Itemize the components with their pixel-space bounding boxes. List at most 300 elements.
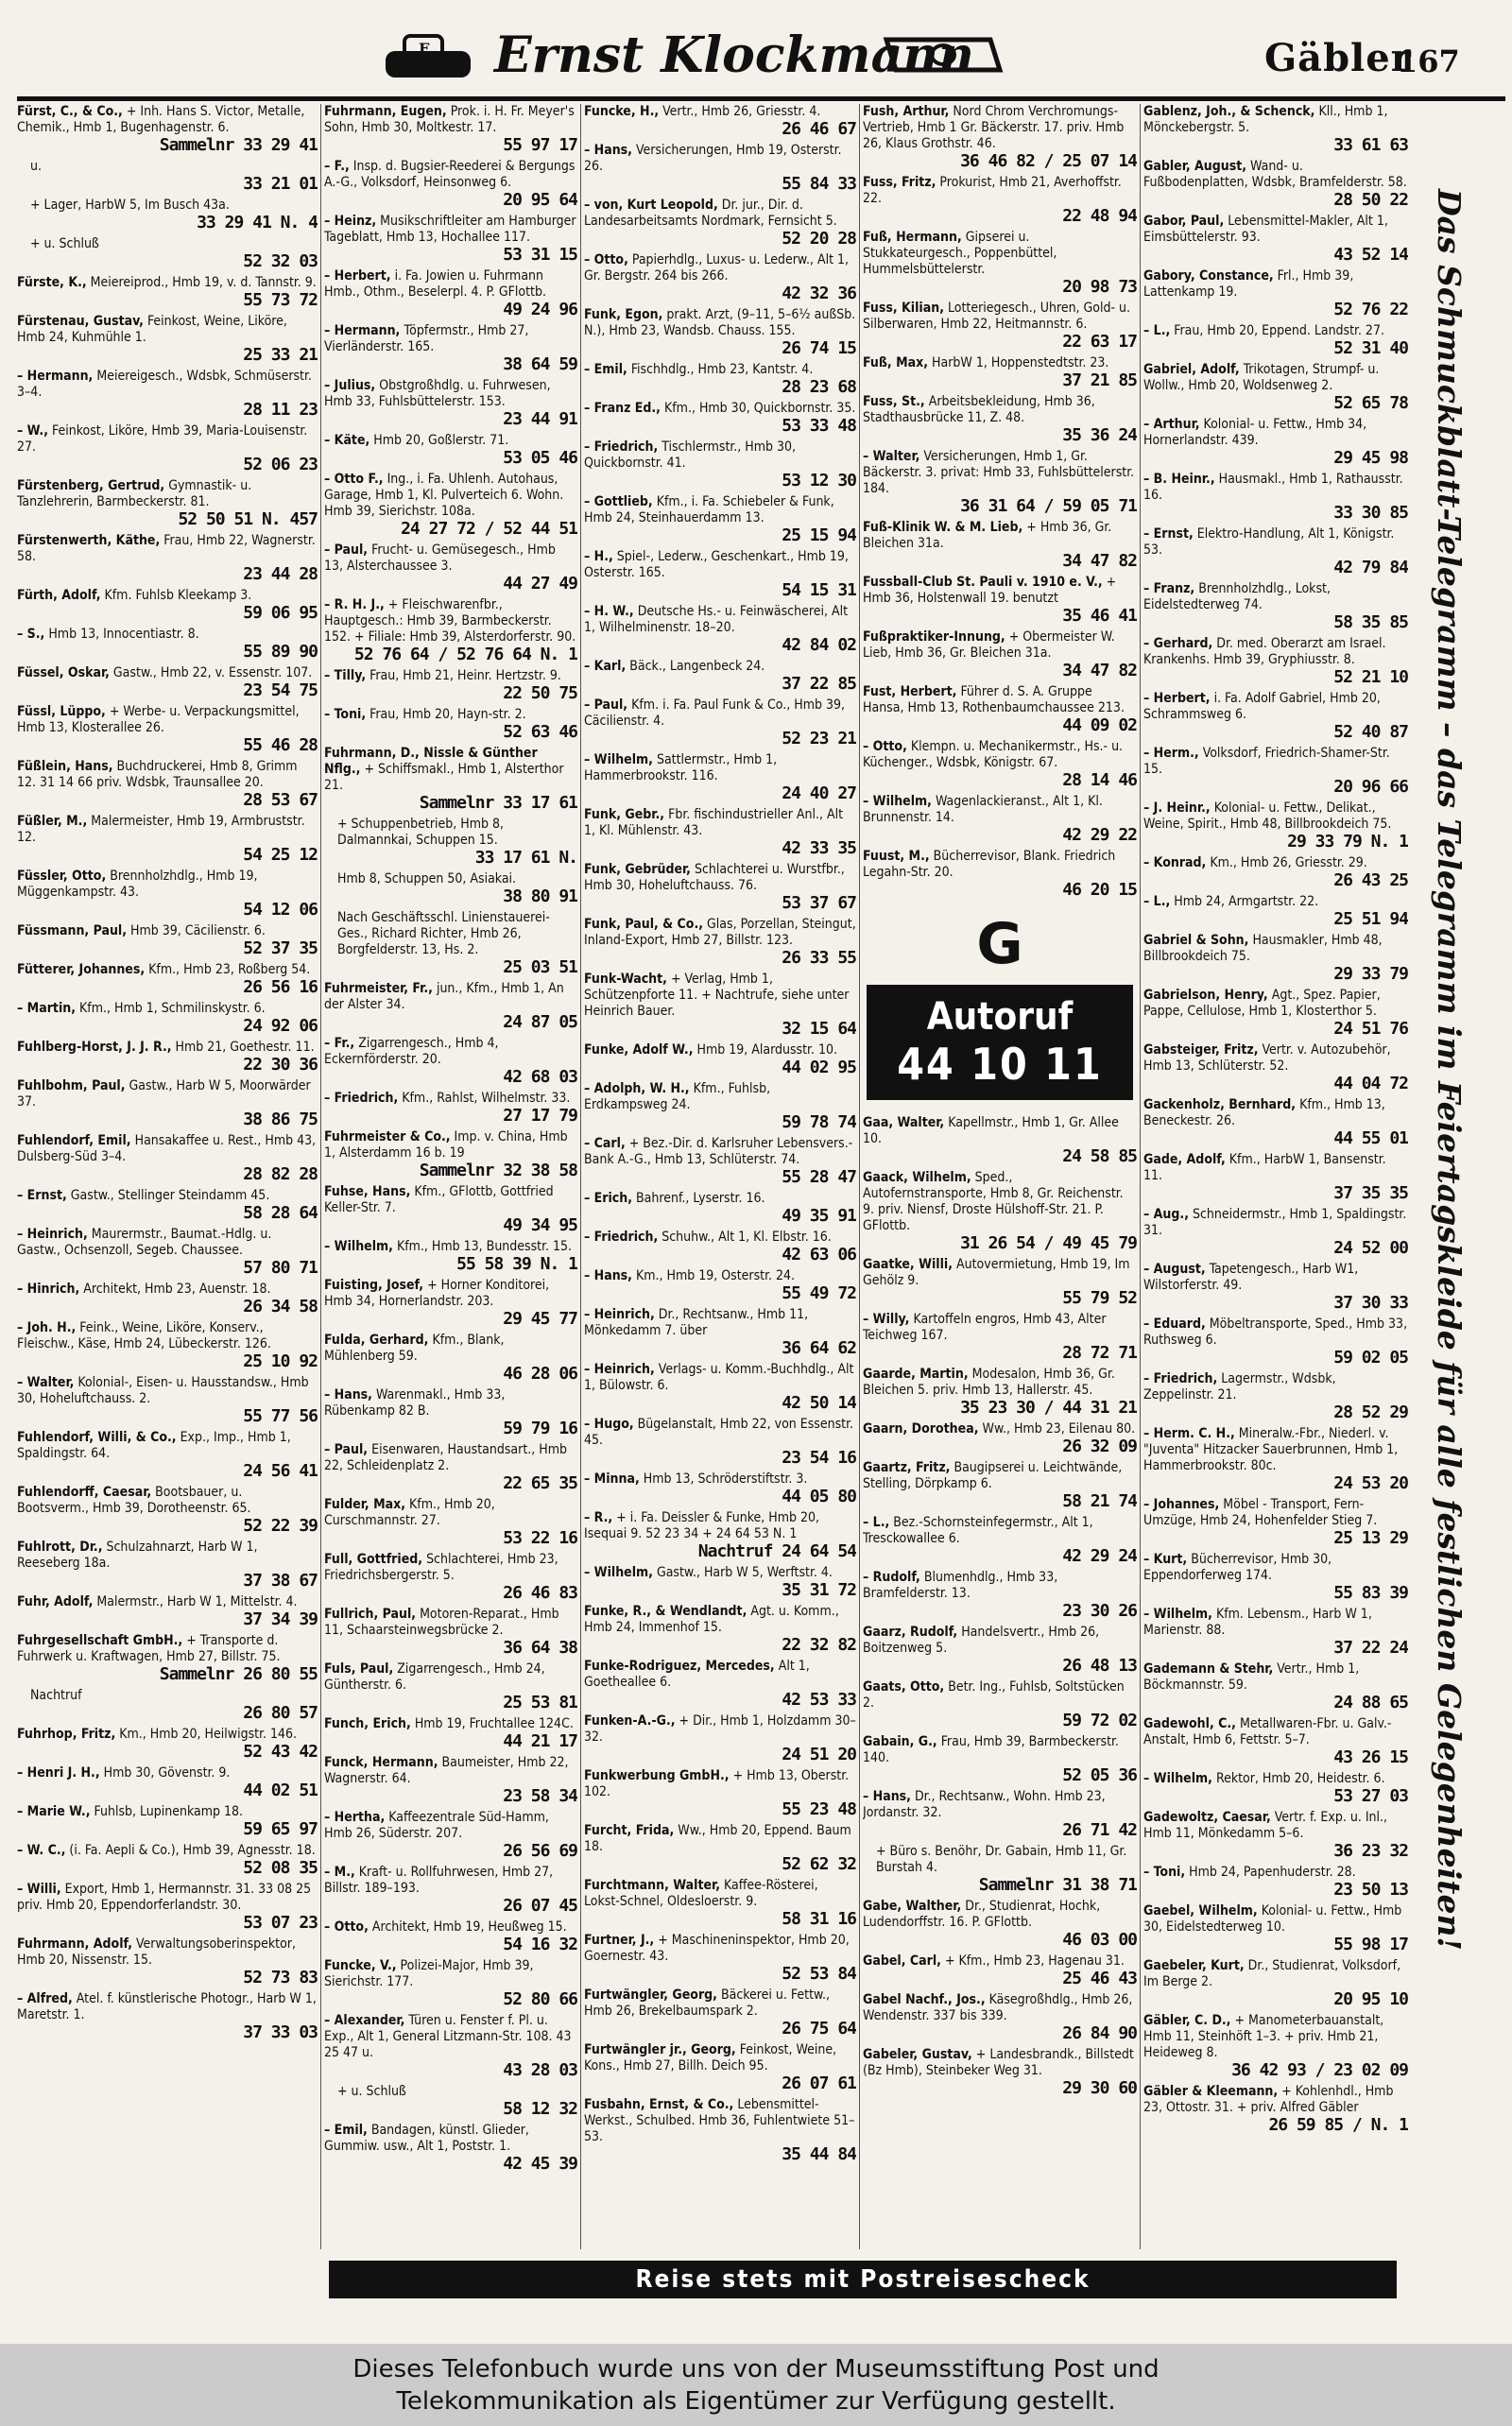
entry-phone-number: 34 47 82 [1062, 661, 1137, 680]
entry-details: Schneidermstr., Hmb 1, Spaldingstr. 31. [1143, 1207, 1407, 1238]
entry-phone-number: 54 12 06 [243, 900, 318, 920]
entry-name: Gablenz, Joh., & Schenck, [1143, 104, 1315, 119]
entry-details: Baugipserei u. Leichtwände, Stelling, Dörpkamp 6. [863, 1460, 1123, 1491]
museum-note-line-2: Telekommunikation als Eigentümer zur Verfügung gestellt. [396, 2387, 1116, 2416]
entry-phone-number: 44 04 72 [1333, 1074, 1408, 1093]
directory-entry [17, 1227, 318, 1278]
directory-entry [324, 1607, 577, 1658]
page-name: Gäbler [1264, 36, 1412, 80]
directory-entry [584, 198, 856, 249]
entry-phone-number: 52 80 66 [503, 1989, 577, 2009]
directory-entry [863, 575, 1137, 626]
directory-entry [1143, 159, 1408, 210]
entry-name: – Hans, [584, 1268, 632, 1283]
entry-phone-number: 35 44 84 [782, 2144, 856, 2164]
directory-entry [17, 759, 318, 810]
entry-phone-number: 25 33 21 [243, 345, 318, 365]
entry-name: Funken-A.-G., [584, 1713, 676, 1729]
entry-details: Lebensmittel-Werkst., Schulbed. Hmb 36, Fuhlentwiete 51–53. [584, 2097, 855, 2144]
entry-details: Sattlermstr., Hmb 1, Hammerbrookstr. 116. [584, 752, 778, 783]
entry-details: Agt., Spez. Papier, Pappe, Cellulose, Hmb 1, Klosterthor 5. [1143, 988, 1381, 1019]
entry-name: – Franz Ed., [584, 401, 661, 416]
directory-entry [17, 1804, 318, 1839]
directory-entry [584, 362, 856, 397]
entry-phone-number: 35 31 72 [782, 1580, 856, 1600]
entry-details: Kfm., Hmb 30, Quickbornstr. 35. [663, 401, 856, 416]
entry-name: – Toni, [324, 707, 367, 722]
entry-name: Fuss, Fritz, [863, 175, 936, 190]
directory-entry [863, 1115, 1137, 1166]
entry-name: – Hans, [584, 143, 632, 158]
entry-details: Malermeister, Hmb 19, Armbruststr. 12. [17, 814, 305, 845]
entry-name: Fulda, Gerhard, [324, 1333, 429, 1348]
entry-phone-number: 29 33 79 [1333, 964, 1408, 984]
entry-name: Füssl, Lüppo, [17, 704, 106, 719]
directory-entry [1143, 636, 1408, 687]
entry-phone-number: 25 51 94 [1333, 909, 1408, 929]
entry-phone-number: 59 72 02 [1062, 1711, 1137, 1730]
directory-entry [1143, 1716, 1408, 1767]
directory-entry [1143, 1097, 1408, 1148]
entry-details: Hmb 20, Goßlerstr. 71. [373, 433, 509, 448]
directory-entry [584, 494, 856, 545]
entry-details: Bücherrevisor, Blank. Friedrich Legahn-Str. 20. [863, 849, 1116, 880]
entry-phone-number: 37 38 67 [243, 1571, 318, 1591]
section-letter-g: G [976, 911, 1023, 977]
directory-entry [1143, 1207, 1408, 1258]
entry-name: – Hinrich, [17, 1282, 80, 1297]
directory-entry [863, 1421, 1137, 1456]
directory-entry [324, 597, 577, 664]
entry-details: jun., Kfm., Hmb 1, An der Alster 34. [324, 981, 564, 1012]
entry-phone-number: 42 79 84 [1333, 558, 1408, 577]
entry-details: Hausmakl., Hmb 1, Rathausstr. 16. [1143, 472, 1403, 503]
entry-details: Gastw., Harb W 5, Werftstr. 4. [656, 1565, 833, 1580]
directory-entry [1143, 2013, 1408, 2080]
entry-details: Brennholzhdlg., Hmb 19, Müggenkampstr. 43. [17, 869, 258, 900]
entry-name: Fürstenberg, Gertrud, [17, 478, 165, 493]
directory-entry [324, 1184, 577, 1235]
entry-details: Alt 1, Goetheallee 6. [584, 1659, 810, 1690]
entry-phone-number: 53 22 16 [503, 1528, 577, 1548]
entry-details: Kfm. i. Fa. Paul Funk & Co., Hmb 39, Cäcilienstr. 4. [584, 697, 845, 729]
directory-entry [324, 1958, 577, 2009]
entry-details: Hmb 19, Alardusstr. 10. [696, 1042, 837, 1058]
entry-phone-number: 59 78 74 [782, 1112, 856, 1132]
entry-name: – Gottlieb, [584, 494, 653, 509]
directory-entry [584, 1510, 856, 1561]
entry-name: – Johannes, [1143, 1497, 1220, 1512]
entry-phone-number: 27 17 79 [503, 1106, 577, 1126]
museum-note-line-1: Dieses Telefonbuch wurde uns von der Museumsstiftung Post und [352, 2355, 1160, 2383]
entry-name: – Ernst, [17, 1188, 67, 1203]
entry-details: Dr. jur., Dir. d. Landesarbeitsamts Nordmark, Fernsicht 5. [584, 198, 837, 229]
entry-details: Blumenhdlg., Hmb 33, Bramfelderstr. 13. [863, 1570, 1058, 1601]
entry-name: – Julius, [324, 378, 376, 393]
directory-entry [584, 1268, 856, 1303]
directory-entry [324, 104, 577, 155]
entry-name: Gaa, Walter, [863, 1115, 945, 1130]
entry-details: Feinkost, Weine, Kons., Hmb 27, Billh. Deich 95. [584, 2042, 837, 2073]
entry-phone-number: 55 89 90 [243, 642, 318, 662]
entry-phone-number: 52 22 39 [243, 1516, 318, 1536]
entry-details: + Manometerbauanstalt, Hmb 11, Steinhöft 1–3. + priv. Hmb 21, Heideweg 8. [1143, 2013, 1384, 2060]
directory-entry [584, 1565, 856, 1600]
entry-name: – S., [17, 627, 45, 642]
entry-details: Maurermstr., Baumat.-Hdlg. u. Gastw., Ochsenzoll, Segeb. Chaussee. [17, 1227, 272, 1258]
directory-entry [1143, 1958, 1408, 2009]
entry-details: Kfm., Hmb 20, Curschmannstr. 27. [324, 1497, 495, 1528]
entry-phone-number: 58 12 32 [503, 2099, 577, 2119]
directory-entry [1143, 855, 1408, 890]
directory-entry [1143, 362, 1408, 413]
entry-name: – W. C., [17, 1843, 66, 1858]
entry-phone-number: 24 88 65 [1333, 1693, 1408, 1712]
entry-name: Fulder, Max, [324, 1497, 406, 1512]
entry-phone-number: Sammelnr 33 29 41 [159, 135, 318, 155]
entry-name: Furtwängler, Georg, [584, 1987, 717, 2003]
entry-details: Sped., Autofernstransporte, Hmb 8, Gr. Reichenstr. 9. priv. Niensf, Droste Hülshoff-Str. 21. P. GFlottb. [863, 1170, 1124, 1233]
entry-phone-number: Sammelnr 26 80 55 [159, 1664, 318, 1684]
directory-entry [584, 439, 856, 490]
directory-entry [324, 323, 577, 374]
directory-entry [1143, 1262, 1408, 1313]
entry-name: – Hans, [863, 1789, 911, 1804]
column-3 [584, 104, 856, 2249]
directory-entry [584, 1307, 856, 1358]
entry-details: Papierhdlg., Luxus- u. Lederw., Alt 1, Gr. Bergstr. 264 bis 266. [584, 252, 850, 284]
directory-entry [863, 2047, 1137, 2098]
column-2 [324, 104, 577, 2249]
entry-details: + Fleischwarenfbr., Hauptgesch.: Hmb 39, Barmbeckerstr. 152. + Filiale: Hmb 39, Alsterdorferstr. 90. [324, 597, 576, 645]
entry-phone-number: 52 53 84 [782, 1964, 856, 1984]
entry-details: Kll., Hmb 1, Mönckebergstr. 5. [1143, 104, 1388, 135]
directory-entry [1143, 214, 1408, 265]
directory-entry [863, 394, 1137, 445]
entry-details: Fischhdlg., Hmb 23, Kantstr. 4. [630, 362, 814, 377]
entry-name: Funk, Egon, [584, 307, 663, 322]
directory-entry [324, 2013, 577, 2080]
directory-entry [584, 549, 856, 600]
directory-entry [863, 230, 1137, 297]
entry-phone-number: 36 42 93 / 23 02 09 [1231, 2060, 1408, 2080]
entry-details: + Schiffsmakl., Hmb 1, Alsterthor 21. [324, 762, 564, 793]
entry-details: + Werbe- u. Verpackungsmittel, Hmb 13, Klosterallee 26. [17, 704, 300, 735]
entry-phone-number: 37 35 35 [1333, 1183, 1408, 1203]
entry-name: – Otto F., [324, 472, 384, 487]
entry-name: Furtner, J., [584, 1933, 655, 1948]
entry-details: Deutsche Hs.- u. Feinwäscherei, Alt 1, Wilhelminenstr. 18–20. [584, 604, 849, 635]
entry-name: Funke, Adolf W., [584, 1042, 694, 1058]
directory-entry [17, 588, 318, 623]
entry-phone-number: 36 64 38 [503, 1638, 577, 1658]
entry-details: + u. Schluß [30, 236, 99, 251]
entry-name: – Toni, [1143, 1865, 1186, 1880]
directory-entry [863, 849, 1137, 900]
entry-phone-number: 33 21 01 [243, 174, 318, 194]
entry-details: Kartoffeln engros, Hmb 43, Alter Teichweg 167. [863, 1312, 1107, 1343]
entry-phone-number: 43 26 15 [1333, 1747, 1408, 1767]
entry-phone-number: 42 33 35 [782, 838, 856, 858]
entry-details: Bahrenf., Lyserstr. 16. [636, 1191, 765, 1206]
entry-name: – F., [324, 159, 350, 174]
entry-phone-number: 49 24 96 [503, 300, 577, 319]
directory-entry [1143, 526, 1408, 577]
entry-name: Fuhrmann, Adolf, [17, 1936, 133, 1952]
entry-name: Funch, Erich, [324, 1716, 411, 1731]
entry-details: Wagenlackieranst., Alt 1, Kl. Brunnenstr. 14. [863, 794, 1103, 825]
directory-entry [17, 369, 318, 420]
entry-phone-number: 24 56 41 [243, 1461, 318, 1481]
directory-entry [863, 1789, 1137, 1840]
entry-details: + u. Schluß [337, 2084, 406, 2099]
entry-phone-number: 24 58 85 [1062, 1146, 1137, 1166]
directory-entry [17, 1188, 318, 1223]
directory-entry [17, 627, 318, 662]
entry-details: Hmb 13, Innocentiastr. 8. [48, 627, 199, 642]
directory-entry [324, 746, 577, 813]
entry-details: Käsegroßhdlg., Hmb 26, Wendenstr. 337 bis 339. [863, 1992, 1133, 2023]
entry-name: – Herm. C. H., [1143, 1426, 1235, 1441]
directory-entry [863, 739, 1137, 790]
entry-name: Fuhlendorf, Willi, & Co., [17, 1430, 177, 1445]
entry-name: Fürste, K., [17, 275, 87, 290]
svg-text:E: E [419, 40, 431, 58]
entry-phone-number: 55 58 39 N. 1 [456, 1254, 577, 1274]
directory-entry [1143, 1865, 1408, 1900]
directory-entry [584, 307, 856, 358]
entry-name: Gaarn, Dorothea, [863, 1421, 979, 1437]
directory-entry [324, 1497, 577, 1548]
entry-name: – R. H. J., [324, 597, 385, 612]
entry-name: Fürstenwerth, Käthe, [17, 533, 161, 548]
entry-name: – Erich, [584, 1191, 633, 1206]
entry-name: Gaack, Wilhelm, [863, 1170, 971, 1185]
entry-name: – L., [1143, 894, 1171, 909]
entry-details: Kfm. Lebensm., Harb W 1, Marienstr. 88. [1143, 1607, 1372, 1638]
entry-details: Hmb 21, Goethestr. 11. [175, 1040, 315, 1055]
entry-details: Polizei-Major, Hmb 39, Sierichstr. 177. [324, 1958, 534, 1989]
entry-phone-number: 36 31 64 / 59 05 71 [960, 496, 1137, 516]
entry-name: Fuß, Hermann, [863, 230, 962, 245]
entry-details: + Kohlenhdl., Hmb 23, Ottostr. 31. + priv. Alfred Gäbler [1143, 2084, 1394, 2115]
directory-entry [17, 1594, 318, 1629]
entry-phone-number: 24 51 76 [1333, 1019, 1408, 1039]
entry-phone-number: 23 50 13 [1333, 1880, 1408, 1900]
entry-name: Fürstenau, Gustav, [17, 314, 144, 329]
entry-name: – Alfred, [17, 1991, 73, 2006]
entry-phone-number: 55 28 47 [782, 1167, 856, 1187]
entry-name: Gabriel & Sohn, [1143, 933, 1249, 948]
entry-details: Feinkost, Liköre, Hmb 39, Maria-Louisenstr. 27. [17, 423, 308, 455]
entry-name: – Tilly, [324, 668, 367, 683]
entry-details: Führer d. S. A. Gruppe Hansa, Hmb 13, Rothenbaumchaussee 213. [863, 684, 1125, 715]
entry-name: Füßler, M., [17, 814, 88, 829]
entry-name: – Hertha, [324, 1810, 386, 1825]
directory-entry [324, 2084, 577, 2119]
directory-entry [863, 794, 1137, 845]
entry-phone-number: 22 63 17 [1062, 332, 1137, 352]
entry-name: – Otto, [863, 739, 907, 754]
entry-name: Funk, Gebrüder, [584, 862, 691, 877]
entry-name: Gabler, August, [1143, 159, 1247, 174]
directory-entry [324, 1333, 577, 1384]
entry-phone-number: 58 35 85 [1333, 612, 1408, 632]
entry-name: – Paul, [324, 1442, 369, 1457]
entry-phone-number: 52 43 42 [243, 1742, 318, 1762]
directory-entry [584, 1042, 856, 1077]
entry-phone-number: 22 50 75 [503, 683, 577, 703]
directory-entry [863, 1515, 1137, 1566]
entry-phone-number: 26 48 13 [1062, 1656, 1137, 1676]
entry-details: Schuhw., Alt 1, Kl. Elbstr. 16. [662, 1230, 832, 1245]
entry-details: Töpfermstr., Hmb 27, Vierländerstr. 165. [324, 323, 529, 354]
entry-phone-number: 26 84 90 [1062, 2023, 1137, 2043]
directory-entry [17, 1991, 318, 2042]
directory-entry [1143, 472, 1408, 523]
entry-phone-number: 46 03 00 [1062, 1930, 1137, 1950]
entry-phone-number: 22 48 94 [1062, 206, 1137, 226]
entry-phone-number: 20 98 73 [1062, 277, 1137, 297]
entry-phone-number: 25 03 51 [503, 957, 577, 977]
entry-details: Ing., i. Fa. Uhlenh. Autohaus, Garage, Hmb 1, Kl. Pulverteich 6. Wohn. Hmb 39, Sierichstr. 108a. [324, 472, 564, 519]
entry-name: Fuls, Paul, [324, 1661, 394, 1677]
entry-name: – Wilhelm, [1143, 1607, 1212, 1622]
entry-phone-number: 23 44 28 [243, 564, 318, 584]
entry-name: Gade, Adolf, [1143, 1152, 1226, 1167]
directory-entry [584, 1878, 856, 1929]
directory-entry [584, 1191, 856, 1226]
entry-name: – Adolph, W. H., [584, 1081, 690, 1096]
entry-details: Ww., Hmb 20, Eppend. Baum 18. [584, 1823, 851, 1854]
column-divider [859, 104, 860, 2249]
entry-phone-number: 53 33 48 [782, 416, 856, 436]
directory-entry [324, 1865, 577, 1916]
entry-phone-number: 55 83 39 [1333, 1583, 1408, 1603]
directory-entry [17, 275, 318, 310]
entry-phone-number: 37 34 39 [243, 1609, 318, 1629]
entry-name: Fuhlberg-Horst, J. J. R., [17, 1040, 172, 1055]
entry-name: – M., [324, 1865, 355, 1880]
directory-entry [17, 533, 318, 584]
entry-name: Füssler, Otto, [17, 869, 107, 884]
directory-entry [17, 1882, 318, 1933]
directory-entry [324, 871, 577, 906]
entry-name: – Herbert, [324, 268, 391, 284]
directory-entry [324, 1036, 577, 1087]
entry-details: Metallwaren-Fbr. u. Galv.-Anstalt, Hmb 6, Fettstr. 5–7. [1143, 1716, 1392, 1747]
entry-phone-number: 55 73 72 [243, 290, 318, 310]
entry-details: Kfm., Blank, Mühlenberg 59. [324, 1333, 505, 1364]
entry-details: Volksdorf, Friedrich-Shamer-Str. 15. [1143, 746, 1390, 777]
entry-name: Fuhse, Hans, [324, 1184, 411, 1199]
entry-phone-number: 24 51 20 [782, 1745, 856, 1764]
directory-entry [1143, 1316, 1408, 1368]
entry-name: Gadewohl, C., [1143, 1716, 1236, 1731]
directory-entry [17, 1430, 318, 1481]
directory-entry [17, 923, 318, 958]
entry-name: – W., [17, 423, 49, 439]
entry-details: Kfm., Rahlst, Wilhelmstr. 33. [402, 1091, 571, 1106]
entry-details: + i. Fa. Deissler & Funke, Hmb 20, Isequai 9. 52 23 34 + 24 64 53 N. 1 [584, 1510, 820, 1541]
entry-name: – R., [584, 1510, 613, 1525]
entry-name: Funke, R., & Wendlandt, [584, 1604, 747, 1619]
entry-name: – Hermann, [324, 323, 401, 338]
entry-name: – Friedrich, [324, 1091, 399, 1106]
entry-details: + Horner Konditorei, Hmb 34, Hornerlandstr. 203. [324, 1278, 550, 1309]
entry-phone-number: 53 31 15 [503, 245, 577, 265]
entry-name: – Wilhelm, [863, 794, 932, 809]
entry-details: Verlags- u. Komm.-Buchhdlg., Alt 1, Bülowstr. 6. [584, 1362, 854, 1393]
directory-entry [1143, 800, 1408, 852]
page-header [17, 17, 1505, 93]
entry-name: Funkwerbung GmbH., [584, 1768, 730, 1783]
directory-entry [324, 1755, 577, 1806]
entry-phone-number: 24 53 20 [1333, 1473, 1408, 1493]
directory-entry [863, 449, 1137, 516]
directory-entry [584, 1823, 856, 1874]
directory-entry [1143, 1497, 1408, 1548]
entry-name: – Emil, [324, 2123, 368, 2138]
entry-details: Kaffee-Rösterei, Lokst-Schnel, Oldesloerstr. 9. [584, 1878, 818, 1909]
directory-entry [1143, 933, 1408, 984]
entry-details: Bandagen, künstl. Glieder, Gummiw. usw., Alt 1, Poststr. 1. [324, 2123, 529, 2154]
entry-name: Gabsteiger, Fritz, [1143, 1042, 1259, 1058]
entry-details: Fuhlsb, Lupinenkamp 18. [94, 1804, 244, 1819]
entry-phone-number: 44 05 80 [782, 1487, 856, 1506]
directory-entry [1143, 1607, 1408, 1658]
directory-entry [584, 862, 856, 913]
entry-name: Gaarde, Martin, [863, 1367, 969, 1382]
entry-phone-number: 28 52 29 [1333, 1402, 1408, 1422]
entry-name: – Walter, [863, 449, 920, 464]
directory-entry [324, 2123, 577, 2174]
entry-details: Nachtruf [30, 1688, 82, 1703]
column-divider [320, 104, 321, 2249]
entry-phone-number: 26 80 57 [243, 1703, 318, 1723]
entry-phone-number: 26 71 42 [1062, 1820, 1137, 1840]
entry-phone-number: 58 28 64 [243, 1203, 318, 1223]
entry-phone-number: 26 59 85 / N. 1 [1268, 2115, 1408, 2135]
logo-graphic [376, 23, 1038, 89]
entry-phone-number: 52 50 51 N. 457 [178, 509, 318, 529]
entry-details: prakt. Arzt, (9–11, 5–6½ außSb. N.), Hmb 23, Wandsb. Chauss. 155. [584, 307, 856, 338]
entry-details: + Hmb 36, Holstenwall 19. benutzt [863, 575, 1117, 606]
column-1 [17, 104, 318, 2249]
directory-entry [584, 1659, 856, 1710]
entry-details: Trikotagen, Strumpf- u. Wollw., Hmb 20, Woldsenweg 2. [1143, 362, 1380, 393]
entry-phone-number: 59 02 05 [1333, 1348, 1408, 1368]
entry-phone-number: 52 05 36 [1062, 1765, 1137, 1785]
entry-phone-number: 44 21 17 [503, 1731, 577, 1751]
entry-phone-number: 23 44 91 [503, 409, 577, 429]
entry-details: + Dir., Hmb 1, Holzdamm 30–32. [584, 1713, 856, 1745]
entry-phone-number: 26 46 83 [503, 1583, 577, 1603]
entry-details: Betr. Ing., Fuhlsb, Soltstücken 2. [863, 1679, 1125, 1711]
entry-details: Frau, Hmb 22, Wagnerstr. 58. [17, 533, 316, 564]
entry-phone-number: 25 53 81 [503, 1693, 577, 1712]
autoruf-label: Autoruf [926, 995, 1074, 1039]
entry-details: Vertr., Hmb 26, Griesstr. 4. [662, 104, 821, 119]
directory-entry [584, 807, 856, 858]
directory-entry [17, 962, 318, 997]
entry-phone-number: 52 73 83 [243, 1968, 318, 1987]
directory-entry [324, 1278, 577, 1329]
entry-phone-number: 52 32 03 [243, 251, 318, 271]
entry-details: Kfm., Hmb 23, Roßberg 54. [148, 962, 311, 977]
directory-entry [17, 869, 318, 920]
entry-name: Gaebeler, Kurt, [1143, 1958, 1245, 1973]
